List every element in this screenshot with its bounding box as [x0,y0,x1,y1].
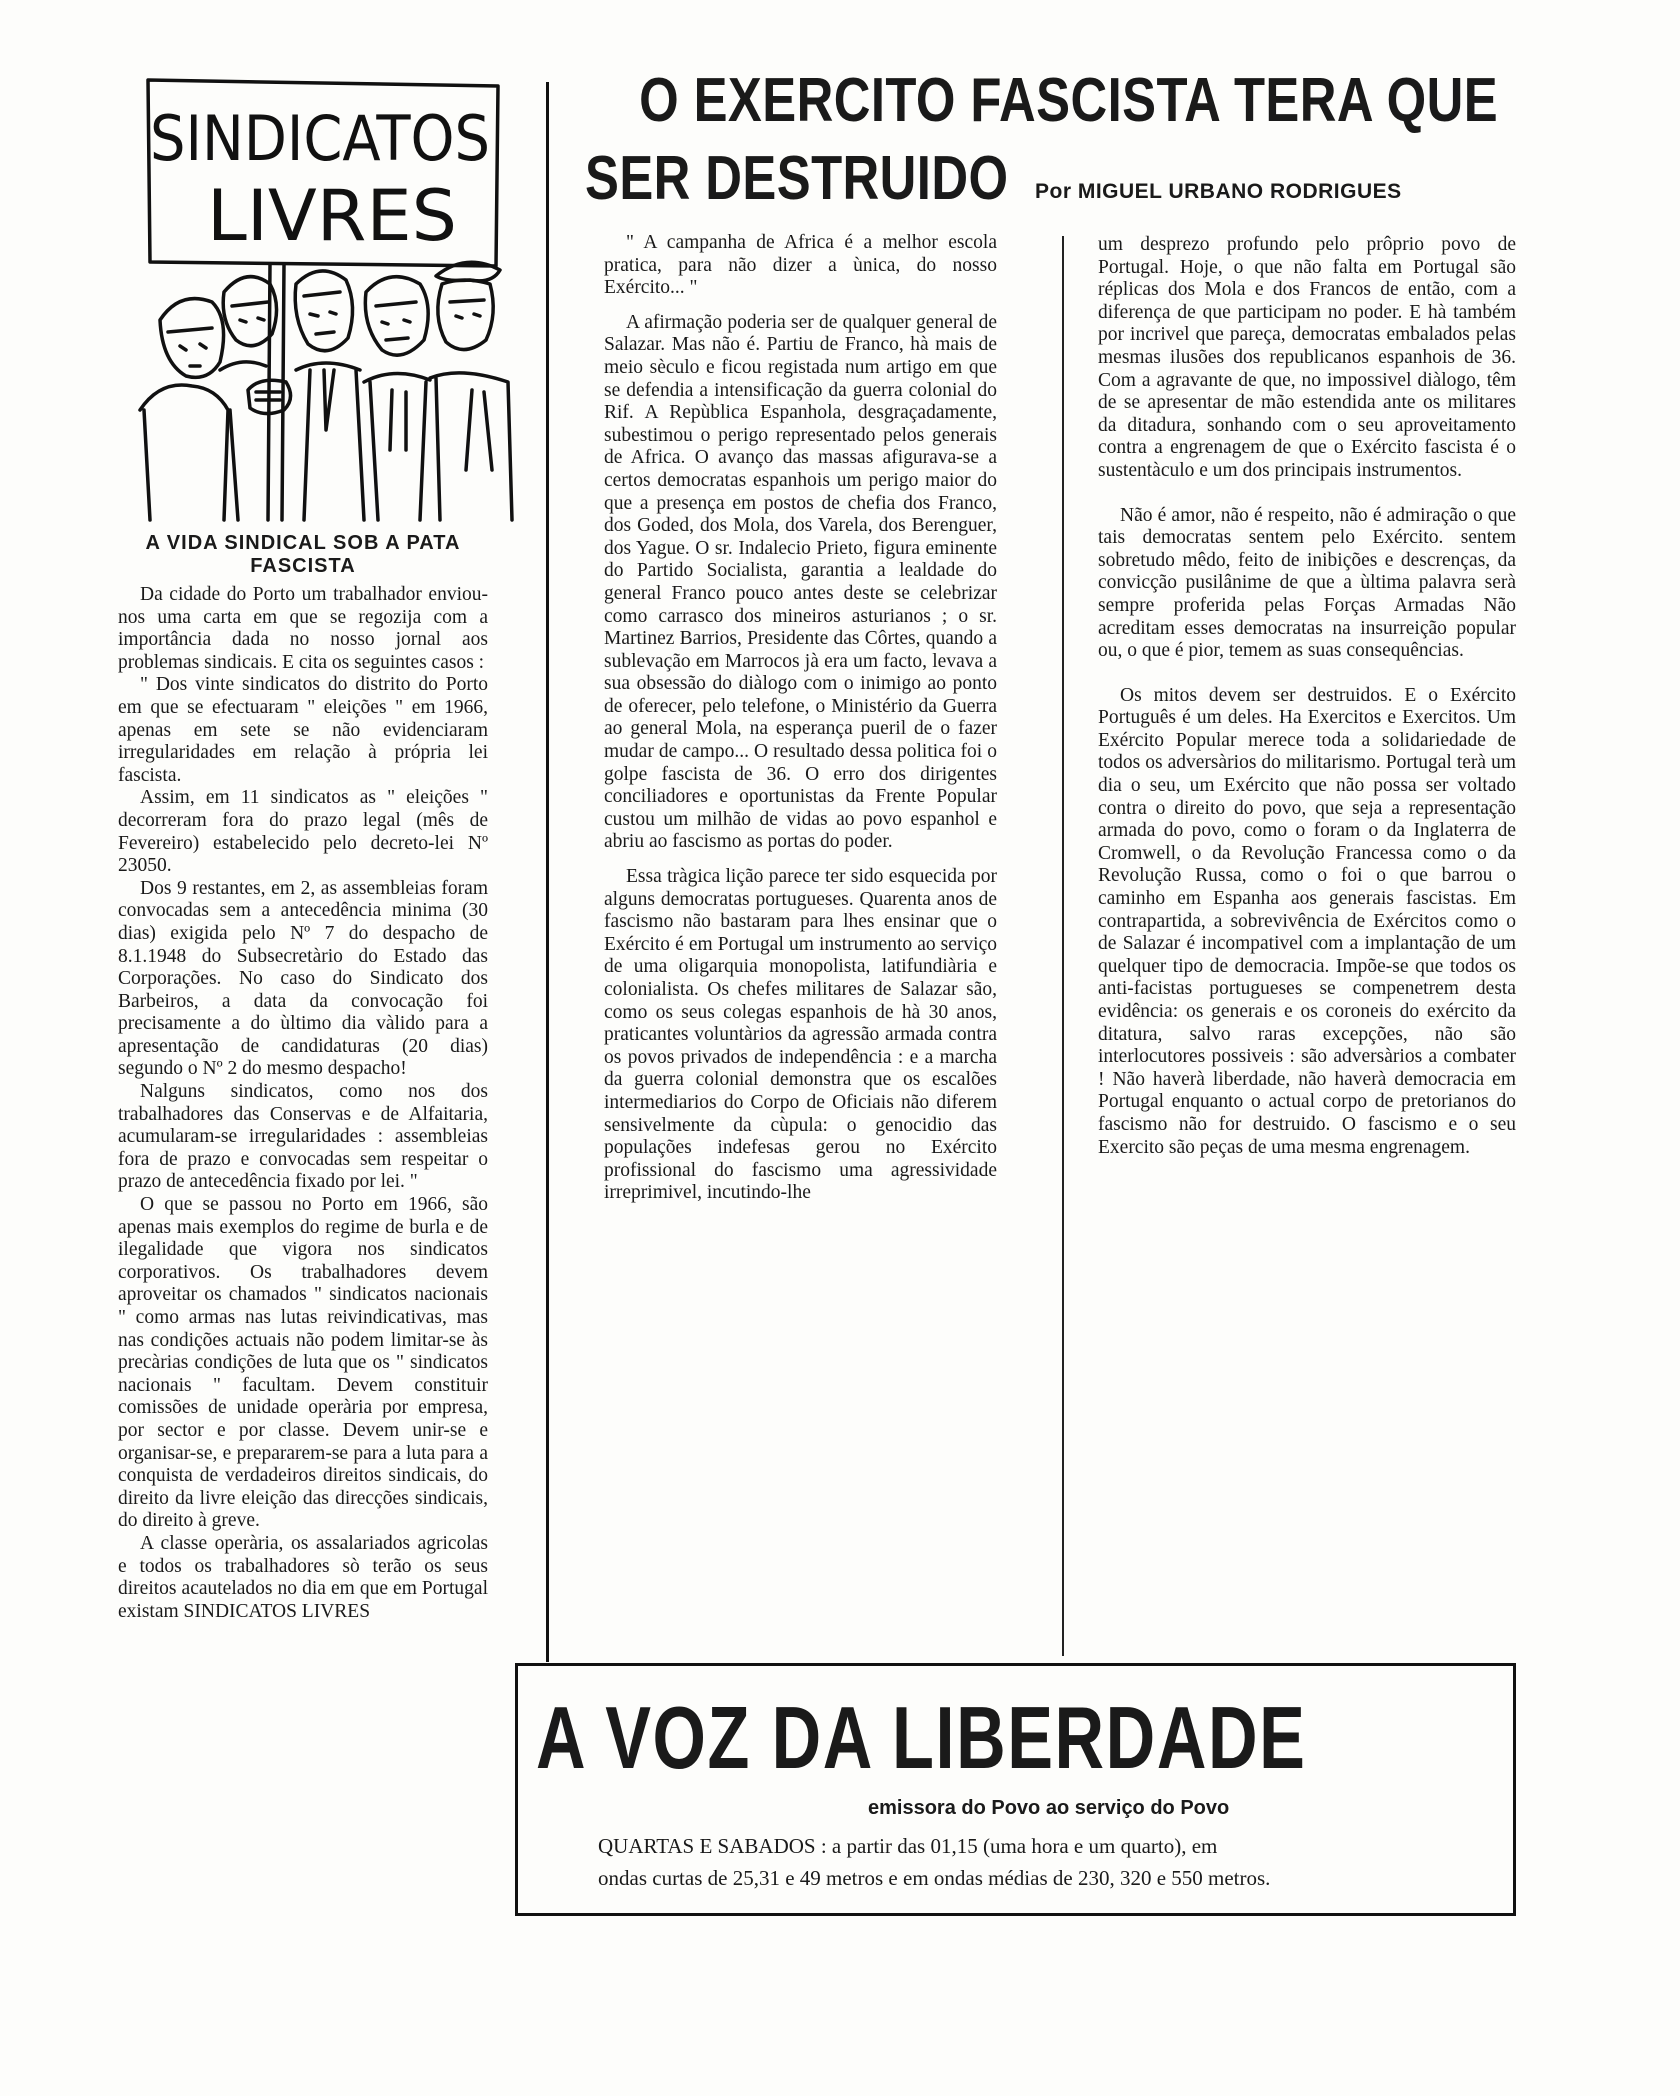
article-paragraph: A afirmação poderia ser de qualquer general de Salazar. Mas não é. Partiu de Franco, hà mais de meio sèculo e ficou registada num artigo em que se defendia a intensificação da guerra colonial do Rif. A Repùblica Espanhola, desgraçadamente, subestimou o perigo representado pelos generais de Africa. O avanço das massas afigurava-se a certos democratas espanhois um perigo maior do que a presença em postos de chefia dos Franco, dos Goded, dos Mola, dos Varela, dos Berenguer, dos Yague. O sr. Indalecio Prieto, figura eminente do Partido Socialista, garantia a lealdade do general Franco pouco antes deste se celebrizar como carrasco dos mineiros asturianos ; o sr. Martinez Barrios, Presidente das Côrtes, quando a sublevação em Marrocos jà era um facto, levava a sua obsessão do diàlogo com o inimigo ao ponto de oferecer, pelo telefone, o Ministério da Guerra ao general Mola, na esperança pueril de o fazer mudar de campo... O resultado dessa politica foi o golpe fascista de 36. O erro dos dirigentes conciliadores e oportunistas da Frente Popular custou um milhão de vidas ao povo espanhol e abriu ao fascismo as portas do poder. [604,311,997,853]
radio-tagline: emissora do Povo ao serviço do Povo [868,1797,1230,1819]
left-subheading: A VIDA SINDICAL SOB A PATA FASCISTA [145,532,461,577]
column-divider [546,82,549,1662]
sign-text-line1: SINDICATOS [150,102,490,175]
left-column [118,532,488,1623]
schedule-line2: ondas curtas de 25,31 e 49 metros e em ondas médias de 230, 320 e 550 metros. [598,1866,1271,1890]
headline-line1: O EXERCITO FASCISTA TERA QUE [639,66,1499,135]
column-divider [1062,236,1064,1656]
radio-announcement-box [515,1663,1516,1916]
left-paragraph: Dos 9 restantes, em 2, as assembleias foram convocadas sem a antecedência minima (30 dias) exigida pelo Nº 7 do despacho de 8.1.1948 do Subsecretàrio do Estado das Corporações. No caso do Sindicato dos Barbeiros, a data da convocação foi precisamente a do ùltimo dia vàlido para a apresentação de candidaturas (20 dias) segundo o Nº 2 do mesmo despacho! [118,877,488,1080]
headline-line2: SER DESTRUIDO [585,144,1009,213]
sign-text-line2: LIVRES [207,175,457,257]
article-paragraph: Os mitos devem ser destruidos. E o Exército Português é um deles. Ha Exercitos e Exercitos. Um Exército Popular merece toda a solidariedade de todos os adversàrios do militarismo. Portugal terà um dia o seu, um Exército que não possa ser voltado contra o direito do povo, que seja a representação armada do povo, como o foram o da Inglaterra de Cromwell, o da Revolução Francessa como o da Revolução Russa, como o foi o que barrou o caminho em Espanha aos generais fascistas. Em contrapartida, a sobrevivência de Exércitos como o de Salazar é incompativel com a implantação de um quelquer tipo de democracia. Impõe-se que todos os anti-facistas portugueses se compenetrem desta evidência: os generais e os coroneis do exército da ditatura, salvo raras excepções, não são interlocutores possiveis : são adversàrios a combater ! Não haverà liberdade, não haverà democracia em Portugal enquanto o actual corpo de pretorianos do fascismo não for destruido. O fascismo e o seu Exercito são peças de uma mesma engrenagem. [1098,684,1516,1158]
schedule-label: QUARTAS E SABADOS [598,1834,816,1858]
left-paragraph: Da cidade do Porto um trabalhador enviou-nos uma carta em que se regozija com a importância dada no nosso jornal aos problemas sindicais. E cita os seguintes casos : [118,584,488,673]
article-paragraph: um desprezo profundo pelo prôprio povo de Portugal. Hoje, o que não falta em Portugal são réplicas dos Mola e dos Francos de então, com a diferença de que participam no poder. E hà também por incrivel que pareça, democratas embalados pelas mesmas ilusões dos republicanos espanhois de 36. Com a agravante de que, no impossivel diàlogo, têm de se apresentar de mão estendida ante os militares da ditadura, sonhando com o seu aproveitamento contra a engrenagem de que o Exército fascista é o sustentàculo e um dos principais instrumentos. [1098,234,1516,481]
article-column-middle [604,232,997,1205]
byline: Por MIGUEL URBANO RODRIGUES [1035,180,1402,203]
left-paragraph: Nalguns sindicatos, como nos dos trabalhadores das Conservas e de Alfaitaria, acumularam-se irregularidades : assembleias fora de prazo e convocadas sem respeitar o prazo de antecedência fixado por lei. " [118,1081,488,1193]
radio-schedule [598,1830,1498,1894]
left-body [118,584,488,1623]
left-paragraph: O que se passou no Porto em 1966, são apenas mais exemplos do regime de burla e de ilegalidade que vigora nos sindicatos corporativos. Os trabalhadores devem aproveitar os chamados " sindicatos nacionais " como armas nas lutas reivindicativas, mas nas condições actuais não podem limitar-se às precàrias condições de luta que os " sindicatos nacionais " facultam. Devem constituir comissões de unidade operària por empresa, por sector e por classe. Devem unir-se e organisar-se, e prepararem-se para a luta para a conquista de verdadeiros direitos sindicais, do direito da livre eleição das direcções sindicais, do direito à greve. [118,1194,488,1532]
radio-title: A VOZ DA LIBERDADE [536,1688,1307,1787]
left-paragraph: " Dos vinte sindicatos do distrito do Porto em que se efectuaram " eleições " em 1966, apenas em sete se não evidenciaram irregularidades em relação à própria lei fascista. [118,674,488,786]
schedule-line1: : a partir das 01,15 (uma hora e um quarto), em [820,1834,1218,1858]
article-column-right [1098,234,1516,1159]
left-paragraph: A classe operària, os assalariados agricolas e todos os trabalhadores sò terão os seus direitos acautelados no dia em que em Portugal existam SINDICATOS LIVRES [118,1532,488,1622]
article-paragraph: Não é amor, não é respeito, não é admiração o que tais democratas sentem pelo Exército. sentem sobretudo mêdo, feito de inibições e descrenças, da convicção pusilânime de que a ùltima palavra serà sempre proferida pelas Forças Armadas Não acreditam esses democratas na insurreição popular ou, o que é pior, temem as suas consequências. [1098,504,1516,662]
article-paragraph: " A campanha de Africa é a melhor escola pratica, para não dizer a ùnica, do nosso Exército... " [604,232,997,299]
article-paragraph: Essa tràgica lição parece ter sido esquecida por alguns democratas portugueses. Quarenta anos de fascismo não bastaram para lhes ensinar que o Exército é em Portugal um instrumento ao serviço de uma oligarquia monopolista, latifundiària e colonialista. Os chefes militares de Salazar são, como os seus colegas espanhois de hà 30 anos, praticantes voluntàrios da agressão armada contra os povos privados de independência : e a marcha da guerra colonial demonstra que os escalões intermediarios do Corpo de Oficiais não diferem sensivelmente da cùpula: o genocidio das populações indefesas gerou no Exército profissional do fascismo uma agressividade irreprimivel, incutindo-lhe [604,866,997,1204]
protest-illustration [120,70,520,530]
left-paragraph: Assim, em 11 sindicatos as " eleições " decorreram fora do prazo legal (mês de Fevereiro) estabelecido pelo decreto-lei Nº 23050. [118,787,488,877]
